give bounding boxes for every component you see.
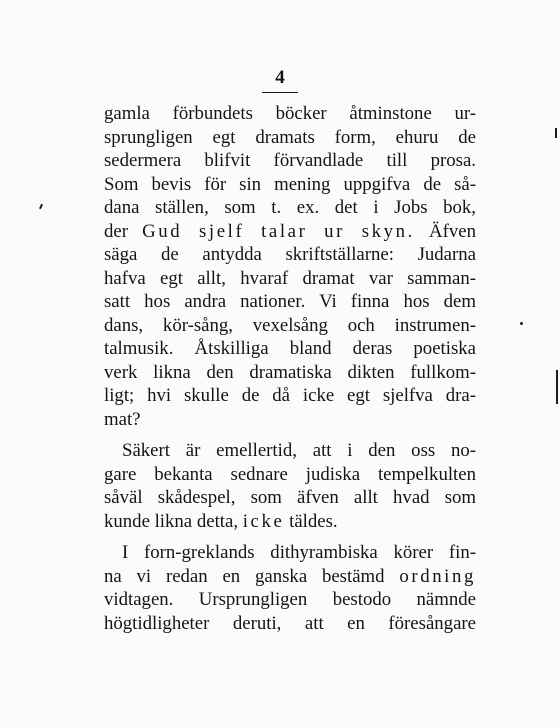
page-number-rule xyxy=(262,92,298,93)
text-line: Säkert är emellertid, att i den oss no- xyxy=(122,440,476,461)
text-line: I forn-greklands dithyrambiska körer fin- xyxy=(122,542,476,563)
text-run: täldes. xyxy=(284,510,338,532)
text-line: verk likna den dramatiska dikten fullkom- xyxy=(104,361,476,383)
margin-edge-line xyxy=(556,370,558,404)
text-line: sprungligen egt dramats form, ehuru de xyxy=(104,126,476,148)
text-line xyxy=(104,510,476,534)
margin-speck xyxy=(555,128,557,138)
text-line: säga de antydda skriftställarne: Judarna xyxy=(104,244,476,265)
paragraph-2 xyxy=(104,439,476,533)
text-line xyxy=(104,565,476,589)
text-run: der xyxy=(104,220,143,242)
text-line xyxy=(104,220,476,244)
text-line: dana ställen, som t. ex. det i Jobs bok, xyxy=(104,197,476,218)
text-line: ligt; hvi skulle de då icke egt sjelfva dra- xyxy=(104,385,476,406)
text-line: hafva egt allt, hvaraf dramat var samman- xyxy=(104,267,476,289)
paragraph-gap xyxy=(104,533,476,541)
text-line: satt hos andra nationer. Vi finna hos dem xyxy=(104,291,476,312)
paragraph-3 xyxy=(104,541,476,635)
text-line: högtidligheter deruti, att en föresångare xyxy=(104,612,476,634)
text-line: sedermera blifvit förvandlade till prosa. xyxy=(104,150,476,171)
text-line: såväl skådespel, som äfven allt hvad som xyxy=(104,487,476,508)
text-run: Äfven xyxy=(414,220,476,242)
text-run: kunde likna detta, xyxy=(104,510,243,532)
text-line: mat? xyxy=(104,408,141,430)
paragraph-gap xyxy=(104,431,476,439)
text-line: gare bekanta sednare judiska tempelkulten xyxy=(104,463,476,485)
spaced-emphasis: icke xyxy=(242,510,285,532)
body-text xyxy=(104,102,476,635)
margin-speck xyxy=(520,322,523,325)
text-line: dans, kör-sång, vexelsång och instrumen- xyxy=(104,314,476,336)
text-line: vidtagen. Ursprungligen bestodo nämnde xyxy=(104,589,476,610)
page-number xyxy=(0,66,560,93)
margin-speck xyxy=(39,204,43,209)
text-line: gamla förbundets böcker åtminstone ur- xyxy=(104,103,476,124)
text-line: talmusik. Åtskilliga bland deras poetiska xyxy=(104,338,476,359)
paragraph-1 xyxy=(104,102,476,431)
text-line: Som bevis för sin mening uppgifva de så- xyxy=(104,173,476,195)
spaced-emphasis: Gud sjelf talar ur skyn. xyxy=(142,220,415,242)
page-number-text: 4 xyxy=(275,67,285,88)
text-run: na vi redan en ganska bestämd xyxy=(104,565,400,587)
spaced-emphasis: ordning xyxy=(399,565,476,587)
